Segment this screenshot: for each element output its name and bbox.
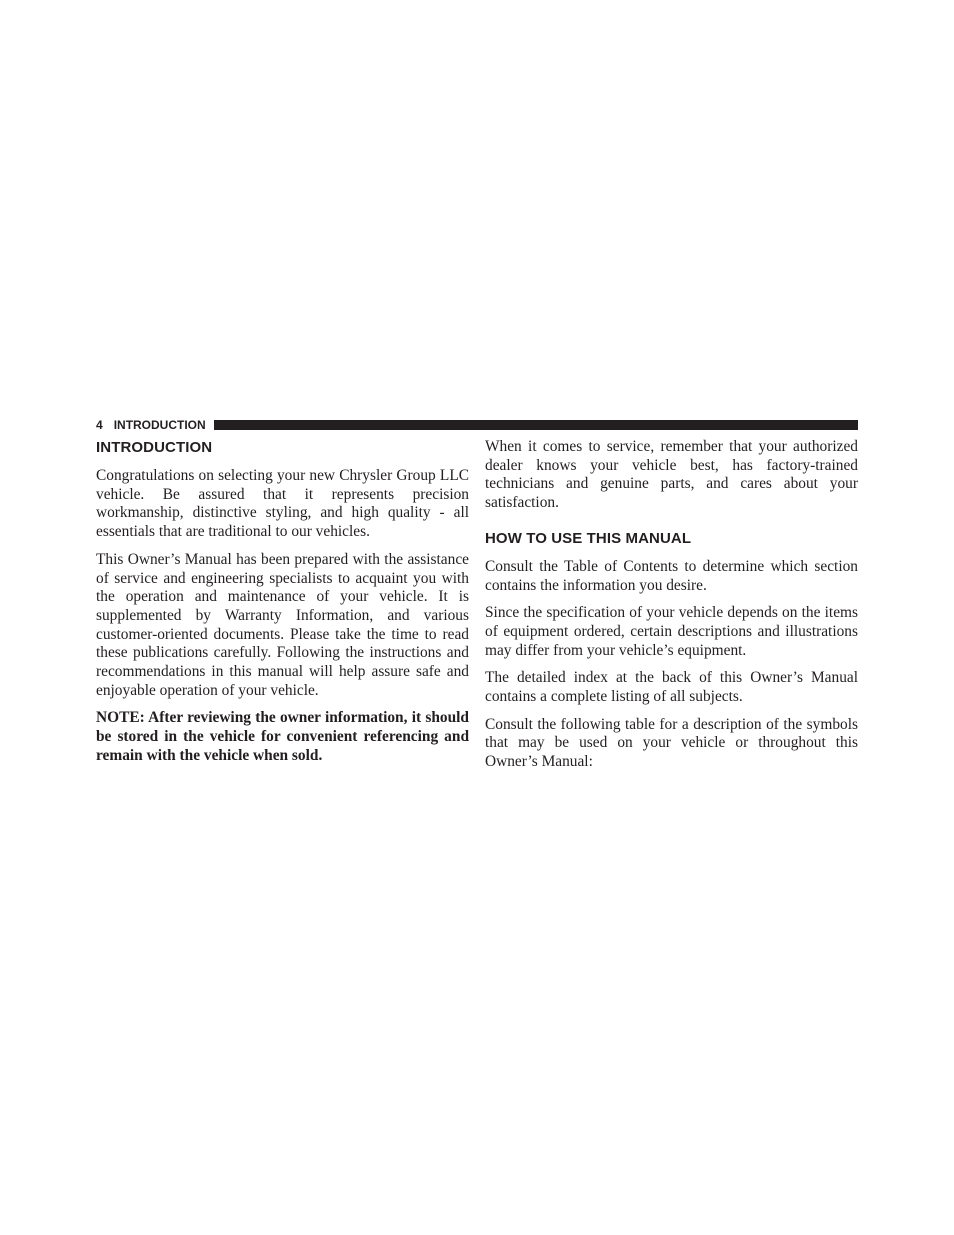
header-section-title: INTRODUCTION (113, 418, 206, 432)
paragraph-specification: Since the specification of your vehicle depends on the items of equipment ordered, certain descriptions and illustrations may differ from your vehicle’s equipment. (485, 604, 858, 659)
paragraph-owners-manual: This Owner’s Manual has been prepared with the assistance of service and engineering specialists to acquaint you with the operation and maintenance of your vehicle. It is supplemented by Warranty Information, and various customer-oriented documents. Please take the time to read these publications carefully. Following the instructions and recommendations in this manual will help assure safe and enjoyable operation of your vehicle. (96, 550, 469, 699)
running-header (96, 418, 858, 432)
right-column (485, 438, 858, 781)
paragraph-congratulations: Congratulations on selecting your new Chrysler Group LLC vehicle. Be assured that it represents precision workmanship, distinctive styling, and high quality - all essentials that are traditional to our vehicles. (96, 467, 469, 541)
paragraph-service: When it comes to service, remember that your authorized dealer knows your vehicle best, has factory-trained technicians and genuine parts, and cares about your satisfaction. (485, 438, 858, 512)
paragraph-table-of-contents: Consult the Table of Contents to determine which section contains the information you desire. (485, 557, 858, 594)
page-number: 4 (96, 418, 103, 432)
introduction-heading: INTRODUCTION (96, 439, 213, 456)
left-column (96, 438, 469, 775)
header-rule-bar (214, 420, 858, 430)
paragraph-index: The detailed index at the back of this Owner’s Manual contains a complete listing of all subjects. (485, 669, 858, 706)
how-to-use-heading: HOW TO USE THIS MANUAL (485, 529, 692, 547)
paragraph-symbols-table: Consult the following table for a description of the symbols that may be used on your vehicle or throughout this Owner’s Manual: (485, 715, 858, 771)
note-paragraph: NOTE: After reviewing the owner information, it should be stored in the vehicle for convenient referencing and remain with the vehicle when sold. (96, 709, 469, 764)
